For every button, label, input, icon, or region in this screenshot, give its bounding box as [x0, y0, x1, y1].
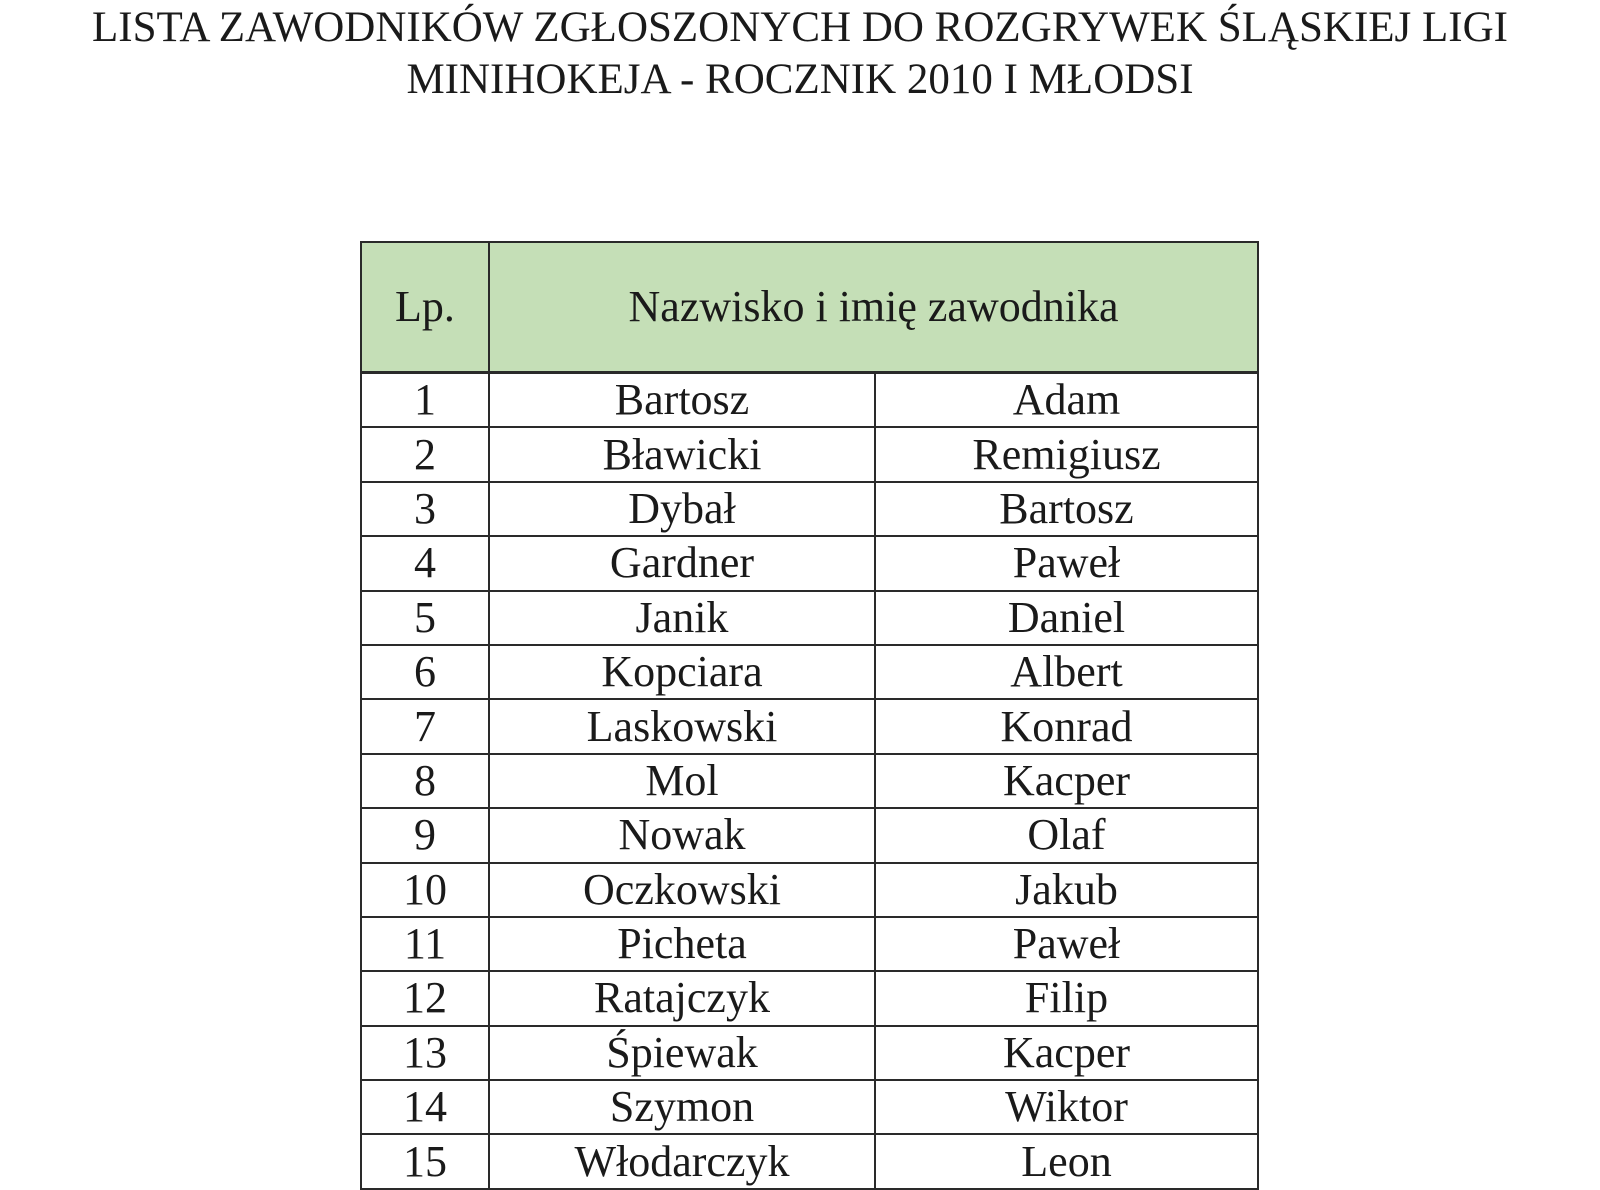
cell-lp: 15 — [361, 1134, 489, 1188]
header-player-name: Nazwisko i imię zawodnika — [489, 242, 1258, 373]
players-table — [360, 241, 1259, 1190]
cell-lp: 3 — [361, 482, 489, 536]
page-title-line-1: LISTA ZAWODNIKÓW ZGŁOSZONYCH DO ROZGRYWEK ŚLĄSKIEJ LIGI — [92, 4, 1508, 51]
cell-first-name: Wiktor — [875, 1080, 1258, 1134]
cell-lp: 7 — [361, 699, 489, 753]
cell-lp: 10 — [361, 863, 489, 917]
table-row — [361, 427, 1258, 481]
cell-lp: 13 — [361, 1026, 489, 1080]
cell-surname: Śpiewak — [489, 1026, 875, 1080]
cell-surname: Włodarczyk — [489, 1134, 875, 1188]
cell-first-name: Filip — [875, 971, 1258, 1025]
cell-surname: Picheta — [489, 917, 875, 971]
table-row — [361, 699, 1258, 753]
players-table-header — [361, 242, 1258, 373]
cell-lp: 2 — [361, 427, 489, 481]
cell-lp: 6 — [361, 645, 489, 699]
cell-lp: 5 — [361, 591, 489, 645]
page-title — [0, 0, 1600, 106]
table-row — [361, 1080, 1258, 1134]
cell-surname: Ratajczyk — [489, 971, 875, 1025]
header-lp: Lp. — [361, 242, 489, 373]
table-row — [361, 591, 1258, 645]
cell-surname: Laskowski — [489, 699, 875, 753]
cell-surname: Kopciara — [489, 645, 875, 699]
cell-first-name: Bartosz — [875, 482, 1258, 536]
table-row — [361, 971, 1258, 1025]
cell-first-name: Daniel — [875, 591, 1258, 645]
cell-lp: 8 — [361, 754, 489, 808]
table-row — [361, 754, 1258, 808]
cell-first-name: Leon — [875, 1134, 1258, 1188]
page-title-line-2: MINIHOKEJA - ROCZNIK 2010 I MŁODSI — [406, 56, 1194, 103]
table-row — [361, 863, 1258, 917]
cell-first-name: Paweł — [875, 536, 1258, 590]
table-row — [361, 482, 1258, 536]
table-row — [361, 808, 1258, 862]
cell-first-name: Jakub — [875, 863, 1258, 917]
table-row — [361, 645, 1258, 699]
table-row — [361, 1134, 1258, 1188]
table-row — [361, 536, 1258, 590]
cell-lp: 12 — [361, 971, 489, 1025]
cell-lp: 9 — [361, 808, 489, 862]
cell-surname: Szymon — [489, 1080, 875, 1134]
table-row — [361, 917, 1258, 971]
cell-surname: Gardner — [489, 536, 875, 590]
cell-surname: Janik — [489, 591, 875, 645]
cell-first-name: Kacper — [875, 754, 1258, 808]
cell-first-name: Paweł — [875, 917, 1258, 971]
cell-lp: 14 — [361, 1080, 489, 1134]
cell-first-name: Olaf — [875, 808, 1258, 862]
cell-first-name: Konrad — [875, 699, 1258, 753]
cell-first-name: Adam — [875, 373, 1258, 428]
cell-lp: 1 — [361, 373, 489, 428]
cell-surname: Bławicki — [489, 427, 875, 481]
table-row — [361, 373, 1258, 428]
table-row — [361, 1026, 1258, 1080]
cell-surname: Bartosz — [489, 373, 875, 428]
cell-first-name: Kacper — [875, 1026, 1258, 1080]
cell-surname: Mol — [489, 754, 875, 808]
header-row — [361, 242, 1258, 373]
players-table-body — [361, 373, 1258, 1189]
cell-first-name: Remigiusz — [875, 427, 1258, 481]
cell-lp: 4 — [361, 536, 489, 590]
cell-surname: Dybał — [489, 482, 875, 536]
cell-surname: Nowak — [489, 808, 875, 862]
cell-lp: 11 — [361, 917, 489, 971]
cell-surname: Oczkowski — [489, 863, 875, 917]
cell-first-name: Albert — [875, 645, 1258, 699]
